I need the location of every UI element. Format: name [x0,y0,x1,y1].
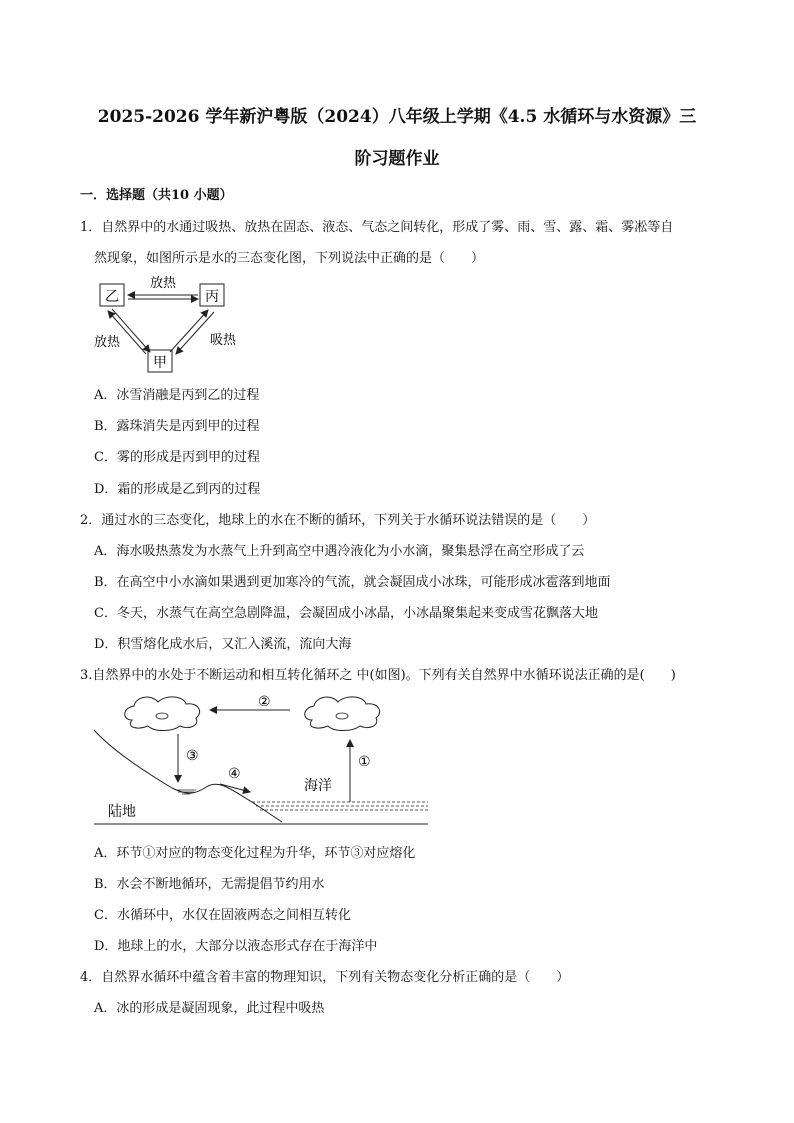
q1-stem-line-2: 然现象，如图所示是水的三态变化图，下列说法中正确的是（ ） [94,251,485,266]
arrow-bing-to-jia [176,312,214,354]
q1-option-c: C．雾的形成是丙到甲的过程 [94,450,260,465]
mark-step-3: ③ [186,748,199,764]
label-top-release-heat: 放热 [149,276,177,291]
title-line-1: 2025-2026 学年新沪粤版（2024）八年级上学期《4.5 水循环与水资源》三 [97,107,697,127]
q1-option-a: A．冰雪消融是丙到乙的过程 [94,388,260,403]
box-jia-label: 甲 [153,355,167,371]
arrow-step-4 [220,784,250,792]
label-land: 陆地 [108,804,136,820]
mark-step-1: ① [358,754,371,770]
q1-state-change-diagram [88,274,258,384]
box-bing-label: 丙 [205,289,219,305]
q1-option-b: B．露珠消失是丙到甲的过程 [94,419,260,434]
q2-stem: 2．通过水的三态变化，地球上的水在不断的循环，下列关于水循环说法错误的是（ ） [80,513,596,528]
label-right-absorb-heat: 吸热 [210,333,237,348]
label-ocean: 海洋 [304,778,332,794]
q3-stem: 3.自然界中的水处于不断运动和相互转化循环之 中(如图)。下列有关自然界中水循环说法正确的是( ) [80,668,676,683]
q2-option-a: A．海水吸热蒸发为水蒸气上升到高空中遇冷液化为小水滴，聚集悬浮在高空形成了云 [94,544,585,559]
mark-step-4: ④ [228,766,241,782]
q4-option-a: A．冰的形成是凝固现象，此过程中吸热 [94,1001,325,1016]
section-heading: 一．选择题（共10 小题） [80,188,233,203]
q2-option-c: C．冬天，水蒸气在高空急剧降温，会凝固成小冰晶，小冰晶聚集起来变成雪花飘落大地 [94,606,598,621]
q3-option-a: A．环节①对应的物态变化过程为升华，环节③对应熔化 [94,846,416,861]
q3-water-cycle-diagram [92,690,432,830]
q3-option-d: D．地球上的水，大部分以液态形式存在于海洋中 [94,939,378,954]
arrow-jia-to-bing [170,310,208,352]
cloud-right [305,697,380,731]
q1-stem-line-1: 1．自然界中的水通过吸热、放热在固态、液态、气态之间转化，形成了雾、雨、雪、露、霜、雾凇等自 [80,220,674,235]
mark-step-2: ② [258,694,271,710]
q2-option-b: B．在高空中小水滴如果遇到更加寒冷的气流，就会凝固成小冰珠，可能形成冰雹落到地面 [94,575,611,590]
q4-stem: 4．自然界水循环中蕴含着丰富的物理知识，下列有关物态变化分析正确的是（ ） [80,970,570,985]
document-title [60,96,734,180]
q3-option-b: B．水会不断地循环，无需提倡节约用水 [94,877,325,892]
cloud-left [125,697,200,731]
box-yi-label: 乙 [105,289,119,305]
q2-option-d: D．积雪熔化成水后，又汇入溪流，流向大海 [94,637,352,652]
label-left-release-heat: 放热 [94,335,121,350]
q3-option-c: C．水循环中，水仅在固液两态之间相互转化 [94,908,351,923]
title-line-2: 阶习题作业 [354,149,440,169]
q1-option-d: D．霜的形成是乙到丙的过程 [94,482,261,497]
